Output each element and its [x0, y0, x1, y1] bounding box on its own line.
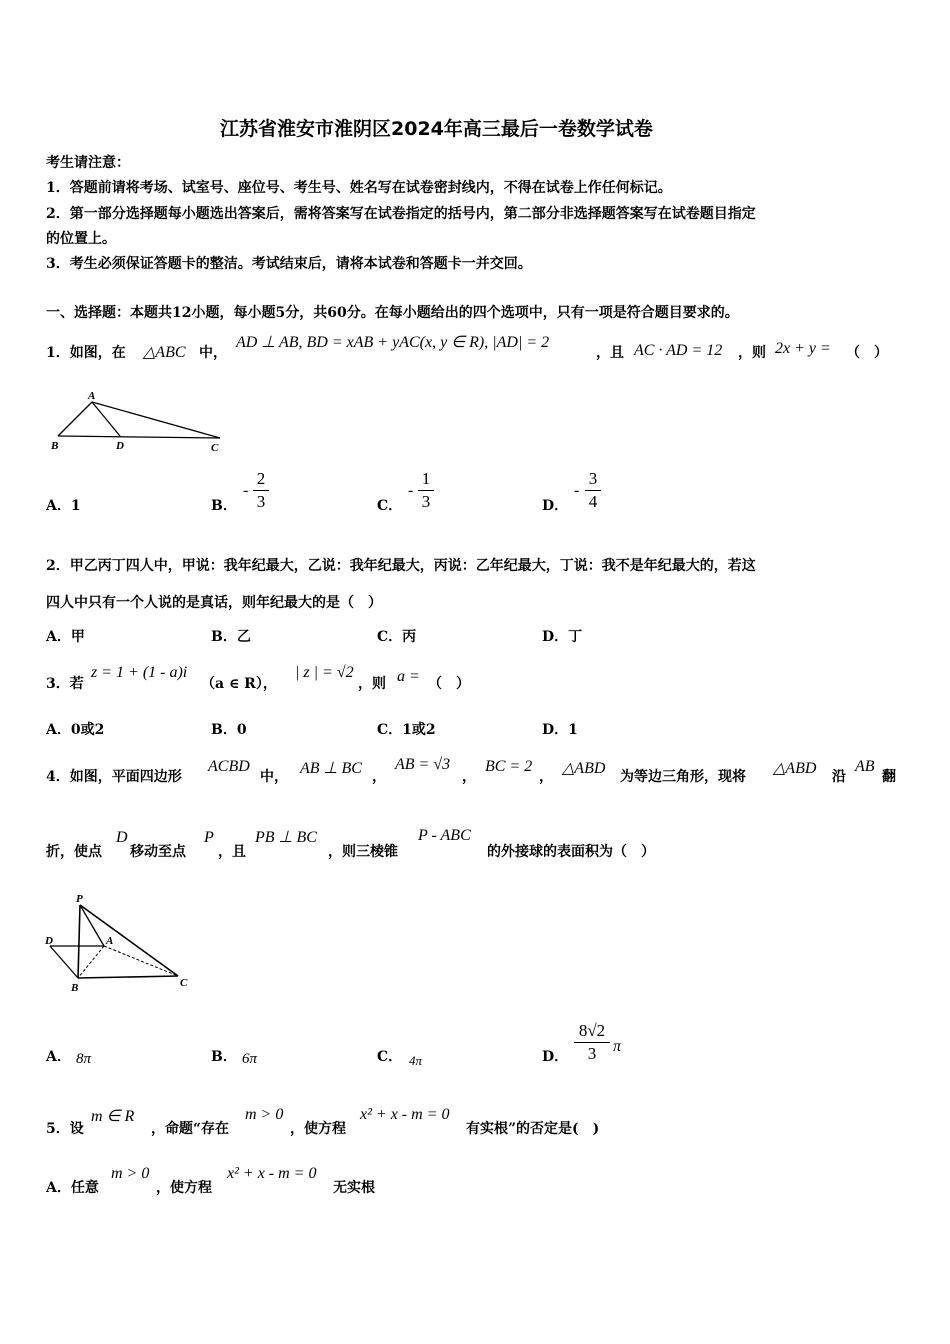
q4-seg-ac-dashed — [104, 946, 178, 976]
q1-option-c-fraction — [418, 470, 434, 511]
q4-point-d: D — [116, 829, 128, 846]
q1-label-b: B — [51, 440, 59, 452]
q4-seg-ab-dashed — [78, 946, 104, 978]
q4-triangle-abd: △ABD — [562, 760, 606, 777]
notice-item-1: 1．答题前请将考场、试室号、座位号、考生号、姓名写在试卷密封线内，不得在试卷上作任何标记。 — [46, 180, 672, 196]
q3-option-d: D．1 — [542, 722, 578, 738]
q4-ab-perp-bc: AB ⊥ BC — [300, 760, 362, 777]
q1-triangle: △ABC — [143, 344, 186, 361]
q3-option-a: A．0或2 — [46, 722, 105, 738]
q1-dot-product: AC · AD = 12 — [634, 342, 723, 359]
q4-text-2: 中， — [260, 769, 288, 785]
q2-option-a: A．甲 — [46, 629, 85, 645]
q4-bc-eq: BC = 2 — [485, 758, 533, 775]
q4-option-d-label: D． — [542, 1049, 569, 1065]
q5-option-a-text-3: 无实根 — [333, 1180, 375, 1196]
q4-ab-eq: AB = √3 — [395, 756, 451, 773]
q4-line2-d: ，则三棱锥 — [328, 844, 398, 860]
q1-option-d-sign: - — [574, 482, 580, 499]
q1-option-d-num: 3 — [588, 469, 598, 488]
q4-text-1: 4．如图，平面四边形 — [46, 769, 182, 785]
q4-figure — [42, 890, 198, 994]
q5-prefix: 5．设 — [46, 1121, 84, 1137]
q1-seg-ad — [92, 402, 120, 436]
q1-seg-ab — [58, 402, 92, 436]
q3-condition-2: | z | = √2 — [295, 664, 354, 681]
q1-label-a: A — [88, 390, 96, 402]
q4-option-d-num: 8√2 — [578, 1021, 606, 1040]
q1-qie: ，且 — [596, 345, 624, 361]
q4-line2-a: 折，使点 — [46, 844, 102, 860]
q5-option-a-label: A．任意 — [46, 1180, 99, 1196]
q4-label-p: P — [76, 893, 83, 905]
q4-label-c: C — [180, 977, 188, 989]
notice-item-2b: 的位置上。 — [46, 231, 116, 247]
q1-prefix: 1．如图，在 — [46, 345, 126, 361]
q4-option-b-label: B． — [211, 1049, 237, 1065]
q4-option-a-label: A． — [46, 1049, 71, 1065]
q1-option-c-label: C． — [377, 498, 403, 514]
q4-seg-bc — [78, 976, 178, 978]
q1-option-c-sign: - — [408, 482, 414, 499]
q1-seg-ac — [92, 402, 220, 438]
q1-paren: （ ） — [846, 345, 888, 361]
q4-comma-2: ， — [462, 769, 476, 785]
q5-text-3: ，使方程 — [290, 1121, 346, 1137]
q4-option-d-pi: π — [613, 1038, 622, 1055]
q2-line-1: 2．甲乙丙丁四人中，甲说：我年纪最大，乙说：我年纪最大，丙说：乙年纪最大，丁说：我不是年纪最大的，若这 — [46, 558, 756, 574]
q4-option-c-label: C． — [377, 1049, 403, 1065]
q4-line2-e: 的外接球的表面积为（ ） — [487, 844, 655, 860]
q3-prefix: 3．若 — [46, 676, 84, 692]
q1-option-b-den: 3 — [256, 492, 266, 511]
q5-equation: x² + x - m = 0 — [360, 1106, 450, 1123]
q1-condition: AD ⊥ AB, BD = xAB + yAC(x, y ∈ R), |AD| = 2 — [236, 334, 550, 351]
q4-comma-1: ， — [372, 769, 386, 785]
q4-seg-db — [50, 946, 78, 978]
page-title: 江苏省淮安市淮阴区2024年高三最后一卷数学试卷 — [220, 118, 653, 140]
q1-expression: 2x + y = — [775, 340, 831, 357]
q4-label-b: B — [71, 982, 79, 994]
notice-heading: 考生请注意： — [46, 155, 130, 171]
q4-line2-b: 移动至点 — [130, 844, 186, 860]
q2-line-2: 四人中只有一个人说的是真话，则年纪最大的是（ ） — [46, 595, 382, 611]
q5-option-a-equation: x² + x - m = 0 — [227, 1165, 317, 1182]
q3-condition-1: （a ∈ R）， — [201, 676, 277, 692]
q5-m-gt-0: m > 0 — [245, 1106, 284, 1123]
q4-option-b-value: 6π — [242, 1051, 258, 1067]
q3-option-c: C．1或2 — [377, 722, 436, 738]
notice-item-3: 3．考生必须保证答题卡的整洁。考试结束后，请将本试卷和答题卡一并交回。 — [46, 256, 532, 272]
q2-option-d: D．丁 — [542, 629, 583, 645]
q4-label-a: A — [106, 935, 114, 947]
q5-option-a-m-gt-0: m > 0 — [111, 1165, 150, 1182]
q1-option-d-den: 4 — [588, 492, 598, 511]
q3-z-expression: z = 1 + (1 - a)i — [91, 664, 188, 681]
notice-item-2a: 2．第一部分选择题每小题选出答案后，需将答案写在试卷指定的括号内，第二部分非选择题答案写在试卷题目指定 — [46, 206, 756, 222]
q1-option-d-label: D． — [542, 498, 569, 514]
q3-paren: （ ） — [428, 676, 470, 692]
q1-option-b-fraction — [253, 470, 269, 511]
q4-comma-3: ， — [539, 769, 553, 785]
q1-option-c-den: 3 — [421, 492, 431, 511]
q4-point-p: P — [204, 829, 214, 846]
q4-acbd: ACBD — [208, 758, 250, 775]
q4-text-5: 翻 — [882, 769, 896, 785]
q4-triangle-abd-2: △ABD — [773, 760, 817, 777]
q3-option-b: B．0 — [211, 722, 247, 738]
q1-option-b-sign: - — [243, 482, 249, 499]
q4-ab: AB — [855, 758, 875, 775]
q1-seg-bc — [58, 436, 220, 438]
q4-seg-pb — [78, 905, 80, 978]
q4-line2-c: ，且 — [218, 844, 246, 860]
q5-text-2: ，命题“存在 — [151, 1121, 230, 1137]
q1-label-d: D — [116, 440, 124, 452]
q1-option-d-fraction — [585, 470, 601, 511]
q4-text-3: 为等边三角形，现将 — [620, 769, 746, 785]
q3-ze: ，则 — [358, 676, 386, 692]
q4-option-d-den: 3 — [587, 1044, 597, 1063]
q1-mid: 中， — [199, 345, 227, 361]
q4-option-c-value: 4π — [409, 1053, 423, 1068]
q4-seg-pc — [80, 905, 178, 976]
q1-figure — [44, 388, 234, 456]
q1-option-c-num: 1 — [421, 469, 431, 488]
q1-ze: ，则 — [738, 345, 766, 361]
q4-option-d-fraction — [574, 1022, 610, 1063]
q5-option-a-text-2: ，使方程 — [156, 1180, 212, 1196]
section-heading: 一、选择题：本题共12小题，每小题5分，共60分。在每小题给出的四个选项中，只有一项是符合题目要求的。 — [46, 305, 739, 321]
q1-option-a: A．1 — [46, 498, 81, 514]
q2-option-c: C．丙 — [377, 629, 417, 645]
q2-option-b: B．乙 — [211, 629, 251, 645]
q1-label-c: C — [211, 442, 219, 454]
q4-option-a-value: 8π — [76, 1051, 92, 1067]
q4-seg-pa — [80, 905, 104, 946]
q1-option-b-num: 2 — [256, 469, 266, 488]
q5-text-4: 有实根”的否定是( ) — [466, 1121, 600, 1137]
q3-a-eq: a = — [397, 668, 420, 685]
q4-label-d: D — [45, 935, 53, 947]
q4-text-4: 沿 — [832, 769, 846, 785]
q1-option-b-label: B． — [211, 498, 237, 514]
q5-m-in-r: m ∈ R — [91, 1108, 135, 1125]
q4-pyramid: P - ABC — [418, 827, 471, 844]
q4-pb-perp-bc: PB ⊥ BC — [255, 829, 317, 846]
